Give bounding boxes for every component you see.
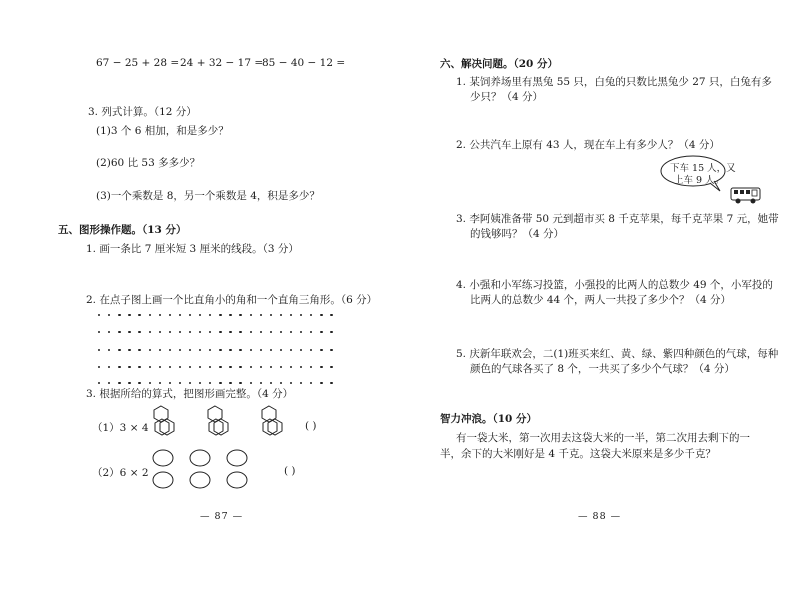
grid-dot: [239, 331, 241, 333]
s5-q2: 2. 在点子图上画一个比直角小的角和一个直角三角形。（6 分）: [86, 294, 378, 306]
grid-dot: [179, 314, 181, 316]
grid-dot: [290, 366, 292, 368]
grid-dot: [229, 382, 231, 384]
grid-dot: [159, 314, 161, 316]
grid-dot: [310, 382, 312, 384]
grid-dot: [199, 314, 201, 316]
grid-dot: [229, 314, 231, 316]
grid-dot: [270, 382, 272, 384]
grid-dot: [260, 382, 262, 384]
page-number-right: — 88 —: [578, 511, 622, 522]
grid-dot: [250, 382, 252, 384]
grid-dot: [98, 331, 100, 333]
grid-dot: [209, 366, 211, 368]
hexagon-group-1: [154, 406, 174, 435]
calc-3: 85 − 40 − 12 =: [262, 57, 346, 69]
q3-item-2: (2)60 比 53 多多少？: [96, 157, 201, 169]
grid-dot: [128, 366, 130, 368]
grid-dot: [300, 314, 302, 316]
grid-dot: [280, 349, 282, 351]
bonus-title: 智力冲浪。（10 分）: [440, 413, 538, 425]
grid-dot: [189, 382, 191, 384]
grid-dot: [260, 349, 262, 351]
calc-2: 24 + 32 − 17 =: [180, 57, 264, 69]
grid-dot: [118, 331, 120, 333]
calc-1: 67 − 25 + 28 =: [96, 57, 180, 69]
ellipse-5: [227, 450, 247, 466]
grid-dot: [169, 366, 171, 368]
ellipse-6: [227, 472, 247, 488]
grid-dot: [199, 366, 201, 368]
grid-dot: [189, 349, 191, 351]
grid-dot: [159, 382, 161, 384]
grid-dot: [209, 331, 211, 333]
grid-dot: [310, 349, 312, 351]
grid-dot: [128, 314, 130, 316]
dot-row: [98, 331, 338, 335]
grid-dot: [98, 314, 100, 316]
grid-dot: [118, 366, 120, 368]
grid-dot: [280, 314, 282, 316]
grid-dot: [199, 331, 201, 333]
grid-dot: [219, 314, 221, 316]
grid-dot: [320, 382, 322, 384]
problem-3-line2: 的钱够吗？（4 分）: [470, 228, 565, 240]
grid-dot: [310, 331, 312, 333]
grid-dot: [260, 331, 262, 333]
grid-dot: [209, 382, 211, 384]
grid-dot: [209, 349, 211, 351]
grid-dot: [219, 331, 221, 333]
grid-dot: [260, 314, 262, 316]
grid-dot: [229, 366, 231, 368]
ellipse-figures: [150, 447, 280, 493]
grid-dot: [270, 314, 272, 316]
grid-dot: [138, 382, 140, 384]
grid-dot: [300, 349, 302, 351]
grid-dot: [108, 314, 110, 316]
q3-item-1: (1)3 个 6 相加，和是多少？: [96, 125, 229, 137]
grid-dot: [138, 331, 140, 333]
grid-dot: [239, 382, 241, 384]
grid-dot: [179, 366, 181, 368]
grid-dot: [108, 382, 110, 384]
grid-dot: [219, 382, 221, 384]
grid-dot: [330, 382, 332, 384]
grid-dot: [300, 331, 302, 333]
hexagon-group-2: [208, 406, 228, 435]
grid-dot: [250, 366, 252, 368]
grid-dot: [169, 382, 171, 384]
grid-dot: [310, 314, 312, 316]
grid-dot: [280, 331, 282, 333]
dot-row: [98, 366, 338, 370]
grid-dot: [320, 366, 322, 368]
grid-dot: [219, 349, 221, 351]
problem-4-line2: 比两人的总数少 44 个，两人一共投了多少个？（4 分）: [470, 294, 732, 306]
problem-2: 2. 公共汽车上原有 43 人，现在车上有多少人？（4 分）: [456, 139, 720, 151]
grid-dot: [270, 366, 272, 368]
grid-dot: [229, 331, 231, 333]
grid-dot: [138, 366, 140, 368]
grid-dot: [280, 366, 282, 368]
formula-1: （1）3 × 4: [92, 422, 149, 434]
grid-dot: [159, 349, 161, 351]
grid-dot: [219, 366, 221, 368]
bonus-line-2: 半，余下的大米刚好是 4 千克。这袋大米原来是多少千克？: [440, 448, 716, 460]
grid-dot: [179, 331, 181, 333]
grid-dot: [189, 314, 191, 316]
grid-dot: [138, 314, 140, 316]
grid-dot: [290, 314, 292, 316]
q3-item-3: (3)一个乘数是 8，另一个乘数是 4，积是多少？: [96, 190, 320, 202]
grid-dot: [320, 349, 322, 351]
grid-dot: [290, 382, 292, 384]
page-number-left: — 87 —: [200, 511, 244, 522]
answer-paren-1[interactable]: ( ): [305, 420, 317, 432]
hexagon-figures: [148, 404, 308, 450]
grid-dot: [320, 314, 322, 316]
grid-dot: [320, 331, 322, 333]
grid-dot: [128, 331, 130, 333]
grid-dot: [169, 349, 171, 351]
grid-dot: [310, 366, 312, 368]
problem-3-line1: 3. 李阿姨准备带 50 元到超市买 8 千克苹果，每千克苹果 7 元，她带: [456, 213, 779, 225]
grid-dot: [98, 366, 100, 368]
grid-dot: [300, 366, 302, 368]
s5-q3: 3. 根据所给的算式，把图形画完整。（4 分）: [86, 388, 294, 400]
dot-row: [98, 314, 338, 318]
grid-dot: [239, 366, 241, 368]
bus-icon: [730, 186, 762, 206]
grid-dot: [138, 349, 140, 351]
bubble-line-2: 上车 9 人。: [674, 175, 725, 186]
grid-dot: [118, 382, 120, 384]
grid-dot: [179, 382, 181, 384]
problem-1-line2: 少只？（4 分）: [470, 91, 544, 103]
grid-dot: [250, 349, 252, 351]
grid-dot: [159, 366, 161, 368]
problem-5-line1: 5. 庆新年联欢会，二(1)班买来红、黄、绿、紫四种颜色的气球，每种: [456, 348, 779, 360]
grid-dot: [108, 366, 110, 368]
problem-5-line2: 颜色的气球各买了 8 个，一共买了多少个气球？（4 分）: [470, 363, 735, 375]
grid-dot: [149, 366, 151, 368]
section5-title: 五、图形操作题。（13 分）: [58, 224, 187, 236]
grid-dot: [239, 314, 241, 316]
q3-title: 3. 列式计算。（12 分）: [88, 106, 197, 118]
grid-dot: [270, 349, 272, 351]
grid-dot: [290, 349, 292, 351]
grid-dot: [108, 349, 110, 351]
grid-dot: [260, 366, 262, 368]
grid-dot: [189, 331, 191, 333]
grid-dot: [270, 331, 272, 333]
grid-dot: [128, 349, 130, 351]
grid-dot: [300, 382, 302, 384]
formula-2: （2）6 × 2: [92, 467, 149, 479]
grid-dot: [169, 314, 171, 316]
section6-title: 六、解决问题。（20 分）: [440, 58, 559, 70]
grid-dot: [98, 382, 100, 384]
grid-dot: [98, 349, 100, 351]
problem-4-line1: 4. 小强和小军练习投篮，小强投的比两人的总数少 49 个，小军投的: [456, 279, 773, 291]
grid-dot: [149, 382, 151, 384]
grid-dot: [290, 331, 292, 333]
ellipse-3: [190, 450, 210, 466]
bonus-line-1: 有一袋大米，第一次用去这袋大米的一半，第二次用去剩下的一: [456, 432, 750, 444]
grid-dot: [250, 331, 252, 333]
s5-q1: 1. 画一条比 7 厘米短 3 厘米的线段。（3 分）: [86, 243, 299, 255]
grid-dot: [149, 331, 151, 333]
problem-1-line1: 1. 某饲养场里有黑兔 55 只，白兔的只数比黑兔少 27 只，白兔有多: [456, 76, 772, 88]
grid-dot: [118, 314, 120, 316]
grid-dot: [199, 382, 201, 384]
grid-dot: [149, 349, 151, 351]
grid-dot: [330, 349, 332, 351]
grid-dot: [199, 349, 201, 351]
grid-dot: [330, 314, 332, 316]
hexagon-group-3: [262, 406, 282, 435]
ellipse-4: [190, 472, 210, 488]
grid-dot: [330, 331, 332, 333]
grid-dot: [118, 349, 120, 351]
dot-row: [98, 349, 338, 353]
grid-dot: [159, 331, 161, 333]
ellipse-2: [153, 472, 173, 488]
grid-dot: [108, 331, 110, 333]
grid-dot: [128, 382, 130, 384]
ellipse-1: [153, 450, 173, 466]
grid-dot: [179, 349, 181, 351]
grid-dot: [250, 314, 252, 316]
grid-dot: [280, 382, 282, 384]
bubble-line-1: 下车 15 人，又: [670, 163, 736, 174]
grid-dot: [169, 331, 171, 333]
grid-dot: [189, 366, 191, 368]
grid-dot: [229, 349, 231, 351]
grid-dot: [149, 314, 151, 316]
grid-dot: [209, 314, 211, 316]
answer-paren-2[interactable]: ( ): [284, 465, 296, 477]
grid-dot: [330, 366, 332, 368]
grid-dot: [239, 349, 241, 351]
